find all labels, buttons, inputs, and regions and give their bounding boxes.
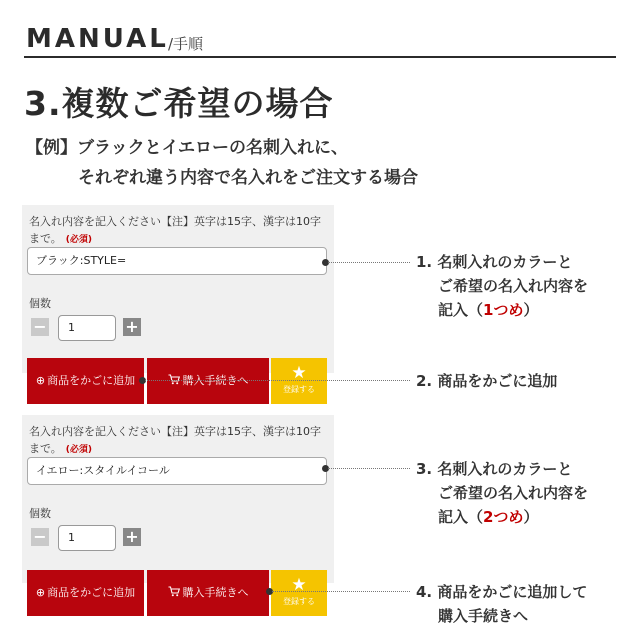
quantity-input[interactable]: 1: [58, 525, 116, 551]
required-badge: (必須): [65, 235, 93, 245]
name-field-label: 名入れ内容を記入ください【注】英字は15字、漢字は10字まで。 (必須): [29, 215, 321, 245]
example-line-2: それぞれ違う内容で名入れをご注文する場合: [78, 168, 418, 188]
leader-line-4: [272, 591, 410, 592]
name-field-label: 名入れ内容を記入ください【注】英字は15字、漢字は10字まで。 (必須): [29, 425, 321, 455]
name-text-input[interactable]: イエロー:スタイルイコール: [27, 457, 327, 485]
checkout-button[interactable]: 購入手続きへ: [147, 570, 269, 616]
header-divider: [24, 56, 616, 58]
example-text: [26, 133, 418, 193]
leader-line-1: [328, 262, 410, 263]
leader-line-3: [328, 468, 410, 469]
quantity-input[interactable]: 1: [58, 315, 116, 341]
add-to-cart-button[interactable]: ⊕ 商品をかごに追加: [27, 358, 144, 404]
section-title: 3.複数ご希望の場合: [24, 84, 334, 123]
favorite-button[interactable]: [271, 570, 327, 616]
annotation-step-4: 4. 商品をかごに追加して 購入手続きへ: [416, 583, 588, 625]
quantity-minus-button[interactable]: −: [31, 318, 49, 336]
required-badge: (必須): [65, 445, 93, 455]
leader-line-2: [145, 380, 410, 381]
favorite-button[interactable]: [271, 358, 327, 404]
add-circle-icon: ⊕: [35, 374, 46, 387]
cart-icon: [168, 586, 180, 597]
quantity-label: 個数: [29, 297, 51, 310]
add-to-cart-button[interactable]: ⊕ 商品をかごに追加: [27, 570, 144, 616]
annotation-step-2: 2. 商品をかごに追加: [416, 372, 558, 390]
add-circle-icon: ⊕: [35, 586, 46, 599]
order-form-panel-1: [22, 205, 334, 373]
name-text-input[interactable]: ブラック:STYLE=: [27, 247, 327, 275]
favorite-label: 登録する: [283, 597, 315, 606]
button-row-2: [27, 570, 327, 616]
quantity-plus-button[interactable]: +: [123, 318, 141, 336]
example-line-1: 【例】ブラックとイエローの名刺入れに、: [26, 138, 348, 158]
favorite-label: 登録する: [283, 385, 315, 394]
quantity-label: 個数: [29, 507, 51, 520]
header-subtitle: /手順: [168, 35, 204, 53]
star-icon: ★: [291, 575, 307, 595]
button-row-1: [27, 358, 327, 404]
star-icon: ★: [291, 363, 307, 383]
order-form-panel-2: [22, 415, 334, 583]
header-title: MANUAL: [26, 24, 169, 54]
annotation-step-1: 1. 名刺入れのカラーと ご希望の名入れ内容を 記入（1つめ）: [416, 253, 589, 319]
checkout-button[interactable]: 購入手続きへ: [147, 358, 269, 404]
quantity-plus-button[interactable]: +: [123, 528, 141, 546]
quantity-minus-button[interactable]: −: [31, 528, 49, 546]
annotation-step-3: 3. 名刺入れのカラーと ご希望の名入れ内容を 記入（2つめ）: [416, 460, 589, 526]
